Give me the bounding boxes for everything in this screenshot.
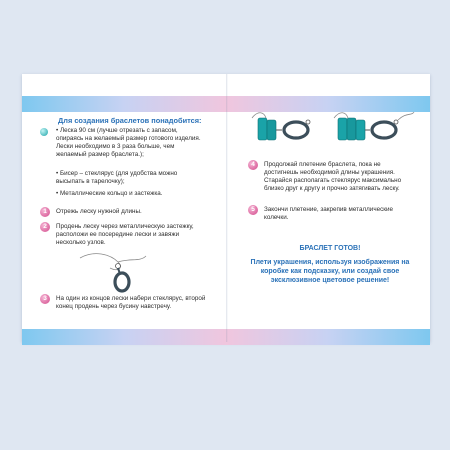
bead-icon	[40, 128, 48, 136]
step-badge-1: 1	[40, 207, 50, 217]
clasp-illustration	[78, 248, 148, 294]
step-1-text: Отрежь леску нужной длины.	[56, 208, 142, 215]
step-badge-3: 3	[40, 294, 50, 304]
step-2-text: Продень леску через металлическую застежку, расположи ее посередине лески и завяжи несколько узлов.	[56, 223, 194, 247]
done-title: БРАСЛЕТ ГОТОВ!	[299, 245, 361, 252]
step-3-text: На один из концов лески набери стеклярус, второй конец продень через бусину навстречу.	[56, 295, 206, 311]
instruction-booklet	[22, 74, 430, 342]
step-badge-2: 2	[40, 222, 50, 232]
page-fold	[226, 74, 228, 342]
step-badge-5: 5	[248, 205, 258, 215]
step-5-text: Закончи плетение, закрепив металлические колечки.	[264, 206, 394, 222]
bracelet-illustration	[248, 108, 418, 144]
material-clasp: • Металлические кольцо и застежка.	[56, 190, 163, 197]
done-text: Плети украшения, используя изображения на коробке как подсказку, или создай свое эксклюзивное цветовое решение!	[250, 259, 410, 284]
material-seed-beads: • Бисер – стеклярус (для удобства можно высыпать в тарелочку);	[56, 170, 178, 186]
step-badge-4: 4	[248, 160, 258, 170]
step-4-text: Продолжай плетение браслета, пока не достигнешь необходимой длины украшения. Старайся располагать стеклярус максимально близко друг к другу и прочно затягивать леску.	[264, 161, 402, 193]
materials-heading: Для создания браслетов понадобится:	[58, 116, 202, 125]
material-line: • Леска 90 см (лучше отрезать с запасом, опираясь на желаемый размер готового изделия. Лески необходимо в 3 раза больше, чем желаемый размер браслета.);	[56, 127, 201, 159]
